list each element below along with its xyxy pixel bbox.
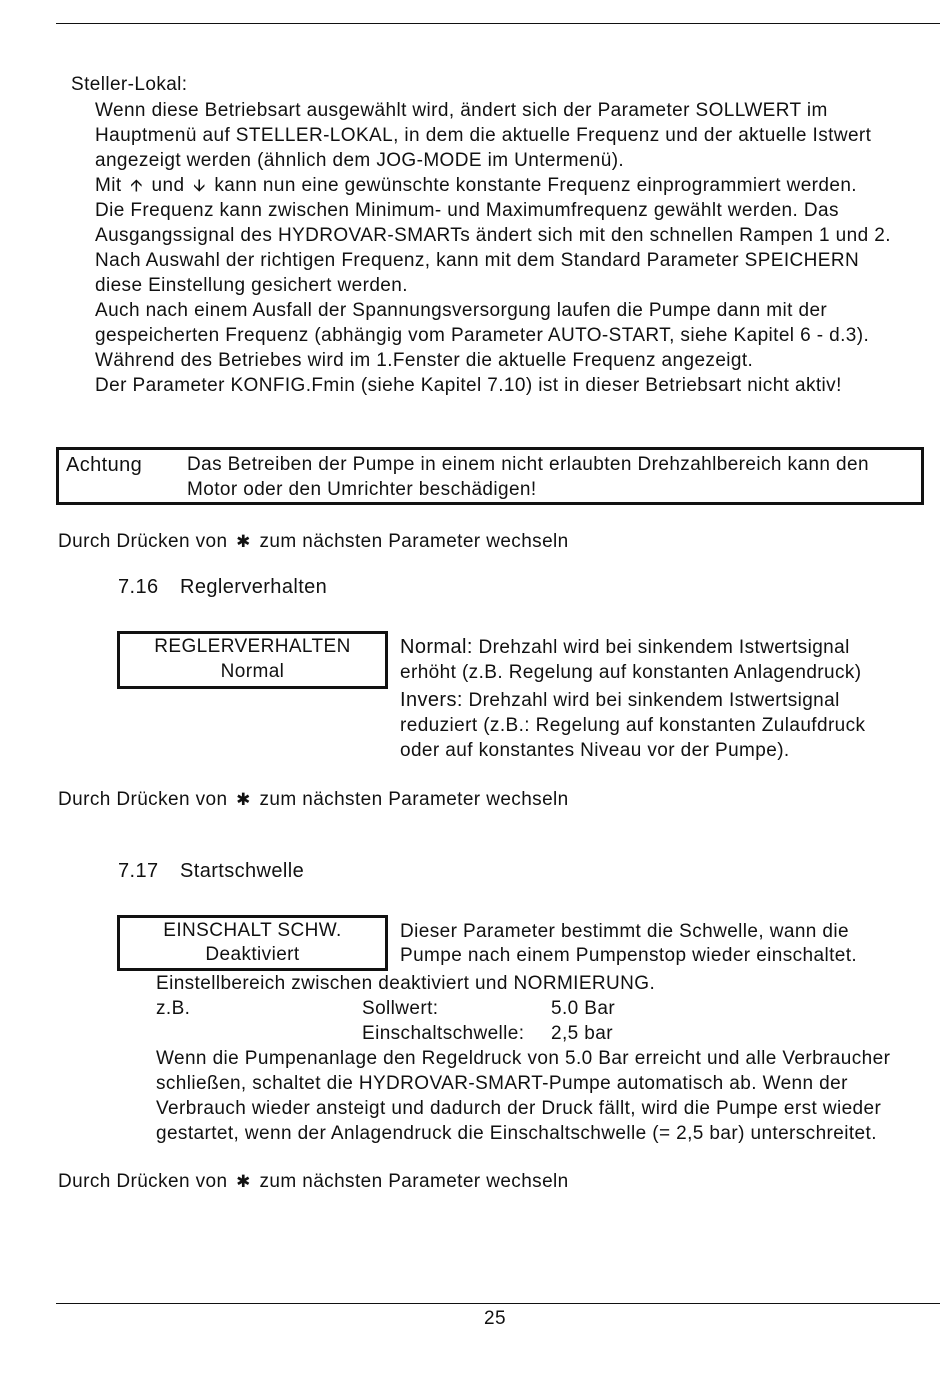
- invers-desc-1: [400, 688, 840, 713]
- sollwert-label: Sollwert:: [362, 998, 439, 1019]
- section-heading-716: [118, 576, 327, 599]
- startschwelle-paragraph-1: Wenn die Pumpenanlage den Regeldruck von 5.0 Bar erreicht und alle Verbraucher: [156, 1048, 891, 1069]
- example-label: z.B.: [156, 998, 191, 1019]
- invers-text-1: Drehzahl wird bei sinkendem Istwertsignal: [468, 690, 840, 711]
- bottom-rule: [56, 1303, 940, 1304]
- steller-line-8: diese Einstellung gesichert werden.: [95, 275, 408, 296]
- steller-line-3: angezeigt werden (ähnlich dem JOG-MODE im Untermenü).: [95, 150, 625, 171]
- invers-desc-3: oder auf konstantes Niveau vor der Pumpe).: [400, 740, 790, 761]
- startschwelle-paragraph-2: schließen, schaltet die HYDROVAR-SMART-Pumpe automatisch ab. Wenn der: [156, 1073, 848, 1094]
- section-number: 7.16: [118, 576, 159, 598]
- warning-line-1: Das Betreiben der Pumpe in einem nicht erlaubten Drehzahlbereich kann den: [187, 454, 869, 475]
- top-rule: [56, 23, 940, 24]
- section-number: 7.17: [118, 860, 159, 882]
- warning-line-2: Motor oder den Umrichter beschädigen!: [187, 479, 537, 500]
- next-hint-after: zum nächsten Parameter wechseln: [259, 531, 569, 552]
- display-line-2: Normal: [220, 661, 285, 682]
- invers-desc-2: reduziert (z.B.: Regelung auf konstanten Zulaufdruck: [400, 715, 866, 736]
- normal-label: Normal:: [400, 636, 473, 658]
- steller-line-1: Wenn diese Betriebsart ausgewählt wird, ändert sich der Parameter SOLLWERT im: [95, 100, 828, 121]
- asterisk-icon: ✱: [236, 790, 251, 809]
- display-box-einschalt: [117, 915, 388, 971]
- next-hint-after: zum nächsten Parameter wechseln: [259, 1171, 569, 1192]
- steller-line-11: Während des Betriebes wird im 1.Fenster die aktuelle Frequenz angezeigt.: [95, 350, 754, 371]
- section-heading-717: [118, 860, 304, 883]
- display-line-1: EINSCHALT SCHW.: [163, 920, 342, 941]
- steller-line-4-rest: kann nun eine gewünschte konstante Frequenz einprogrammiert werden.: [214, 175, 857, 196]
- normal-text-1: Drehzahl wird bei sinkendem Istwertsignal: [478, 637, 850, 658]
- steller-line-4-mit: Mit: [95, 175, 122, 196]
- display-box-reglerverhalten: [117, 631, 388, 689]
- sollwert-value: 5.0 Bar: [551, 998, 616, 1019]
- asterisk-icon: ✱: [236, 1172, 251, 1191]
- schwelle-label: Einschaltschwelle:: [362, 1023, 525, 1044]
- next-parameter-hint: [58, 531, 569, 553]
- asterisk-icon: ✱: [236, 532, 251, 551]
- next-parameter-hint: [58, 1171, 569, 1193]
- next-hint-before: Durch Drücken von: [58, 1171, 228, 1192]
- arrow-down-icon: 🡫: [193, 176, 206, 195]
- steller-line-6: Ausgangssignal des HYDROVAR-SMARTs ändert sich mit den schnellen Rampen 1 und 2.: [95, 225, 891, 246]
- steller-line-9: Auch nach einem Ausfall der Spannungsversorgung laufen die Pumpe dann mit der: [95, 300, 828, 321]
- steller-line-7: Nach Auswahl der richtigen Frequenz, kann mit dem Standard Parameter SPEICHERN: [95, 250, 860, 271]
- warning-box: [56, 447, 924, 505]
- range-text: Einstellbereich zwischen deaktiviert und NORMIERUNG.: [156, 973, 656, 994]
- steller-line-4-und: und: [151, 175, 185, 196]
- steller-line-5: Die Frequenz kann zwischen Minimum- und Maximumfrequenz gewählt werden. Das: [95, 200, 839, 221]
- steller-line-12: Der Parameter KONFIG.Fmin (siehe Kapitel 7.10) ist in dieser Betriebsart nicht aktiv!: [95, 375, 842, 396]
- normal-desc-1: [400, 635, 850, 660]
- next-hint-after: zum nächsten Parameter wechseln: [259, 789, 569, 810]
- startschwelle-paragraph-4: gestartet, wenn der Anlagendruck die Einschaltschwelle (= 2,5 bar) unterschreitet.: [156, 1123, 877, 1144]
- schwelle-value: 2,5 bar: [551, 1023, 613, 1044]
- next-hint-before: Durch Drücken von: [58, 531, 228, 552]
- startschwelle-desc-1: Dieser Parameter bestimmt die Schwelle, wann die: [400, 921, 849, 942]
- page-number: 25: [484, 1308, 506, 1329]
- steller-line-2: Hauptmenü auf STELLER-LOKAL, in dem die aktuelle Frequenz und der aktuelle Istwert: [95, 125, 872, 146]
- next-parameter-hint: [58, 789, 569, 811]
- next-hint-before: Durch Drücken von: [58, 789, 228, 810]
- warning-label: Achtung: [66, 454, 143, 476]
- steller-line-4: [95, 173, 857, 198]
- startschwelle-paragraph-3: Verbrauch wieder ansteigt und dadurch der Druck fällt, wird die Pumpe erst wieder: [156, 1098, 882, 1119]
- startschwelle-desc-2: Pumpe nach einem Pumpenstop wieder einschaltet.: [400, 945, 858, 966]
- arrow-up-icon: 🡩: [130, 176, 143, 195]
- steller-line-10: gespeicherten Frequenz (abhängig vom Parameter AUTO-START, siehe Kapitel 6 - d.3).: [95, 325, 870, 346]
- section-title-steller: Steller-Lokal:: [71, 74, 188, 95]
- display-line-2: Deaktiviert: [205, 944, 300, 965]
- normal-desc-2: erhöht (z.B. Regelung auf konstanten Anlagendruck): [400, 662, 862, 683]
- invers-label: Invers:: [400, 689, 463, 711]
- display-line-1: REGLERVERHALTEN: [154, 636, 351, 657]
- section-title: Startschwelle: [180, 860, 305, 882]
- section-title: Reglerverhalten: [180, 576, 328, 598]
